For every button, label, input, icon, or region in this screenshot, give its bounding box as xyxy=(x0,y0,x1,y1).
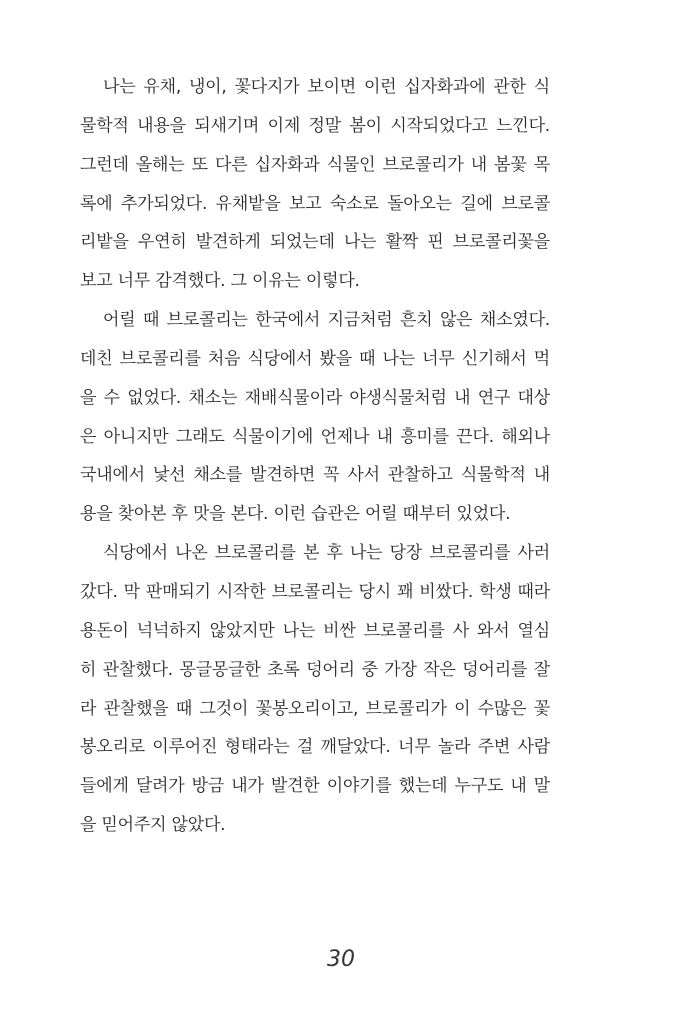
paragraph-3-line-2: 갔다. 막 판매되기 시작한 브로콜리는 당시 꽤 비쌌다. 학생 때라 xyxy=(80,581,550,602)
paragraph-2-line-5: 국내에서 낯선 채소를 발견하면 꼭 사서 관찰하고 식물학적 내 xyxy=(80,465,550,486)
paragraph-3-line-8: 을 믿어주지 않았다. xyxy=(80,815,226,836)
paragraph-1-line-6: 보고 너무 감격했다. 그 이유는 이렇다. xyxy=(80,271,360,292)
paragraph-3-line-6: 봉오리로 이루어진 형태라는 걸 깨달았다. 너무 놀라 주변 사람 xyxy=(80,737,550,758)
paragraph-2-line-2: 데친 브로콜리를 처음 식당에서 봤을 때 나는 너무 신기해서 먹 xyxy=(80,348,550,369)
paragraph-3-line-4: 히 관찰했다. 몽글몽글한 초록 덩어리 중 가장 작은 덩어리를 잘 xyxy=(80,659,550,680)
paragraph-1-line-5: 리밭을 우연히 발견하게 되었는데 나는 활짝 핀 브로콜리꽃을 xyxy=(80,232,550,253)
paragraph-3-line-7: 들에게 달려가 방금 내가 발견한 이야기를 했는데 누구도 내 말 xyxy=(80,776,550,797)
paragraph-2-line-4: 은 아니지만 그래도 식물이기에 언제나 내 흥미를 끈다. 해외나 xyxy=(80,426,550,447)
paragraph-1-line-1: 나는 유채, 냉이, 꽃다지가 보이면 이런 십자화과에 관한 식 xyxy=(103,77,550,97)
paragraph-3-line-1: 식당에서 나온 브로콜리를 본 후 나는 당장 브로콜리를 사러 xyxy=(103,543,550,564)
paragraph-3-line-3: 용돈이 넉넉하지 않았지만 나는 비싼 브로콜리를 사 와서 열심 xyxy=(80,620,550,641)
page-number: 30 xyxy=(327,947,355,972)
paragraph-1-line-4: 록에 추가되었다. 유채밭을 보고 숙소로 돌아오는 길에 브로콜 xyxy=(80,193,550,214)
body-text xyxy=(80,68,550,845)
paragraph-2-line-3: 을 수 없었다. 채소는 재배식물이라 야생식물처럼 내 연구 대상 xyxy=(80,387,550,408)
paragraph-3-line-5: 라 관찰했을 때 그것이 꽃봉오리이고, 브로콜리가 이 수많은 꽃 xyxy=(80,698,550,719)
paragraph-2-line-6: 용을 찾아본 후 맛을 본다. 이런 습관은 어릴 때부터 있었다. xyxy=(80,504,511,525)
paragraph-1-line-2: 물학적 내용을 되새기며 이제 정말 봄이 시작되었다고 느낀다. xyxy=(80,115,550,136)
paragraph-2-line-1: 어릴 때 브로콜리는 한국에서 지금처럼 흔치 않은 채소였다. xyxy=(103,310,550,331)
paragraph-1-line-3: 그런데 올해는 또 다른 십자화과 식물인 브로콜리가 내 봄꽃 목 xyxy=(80,154,550,175)
